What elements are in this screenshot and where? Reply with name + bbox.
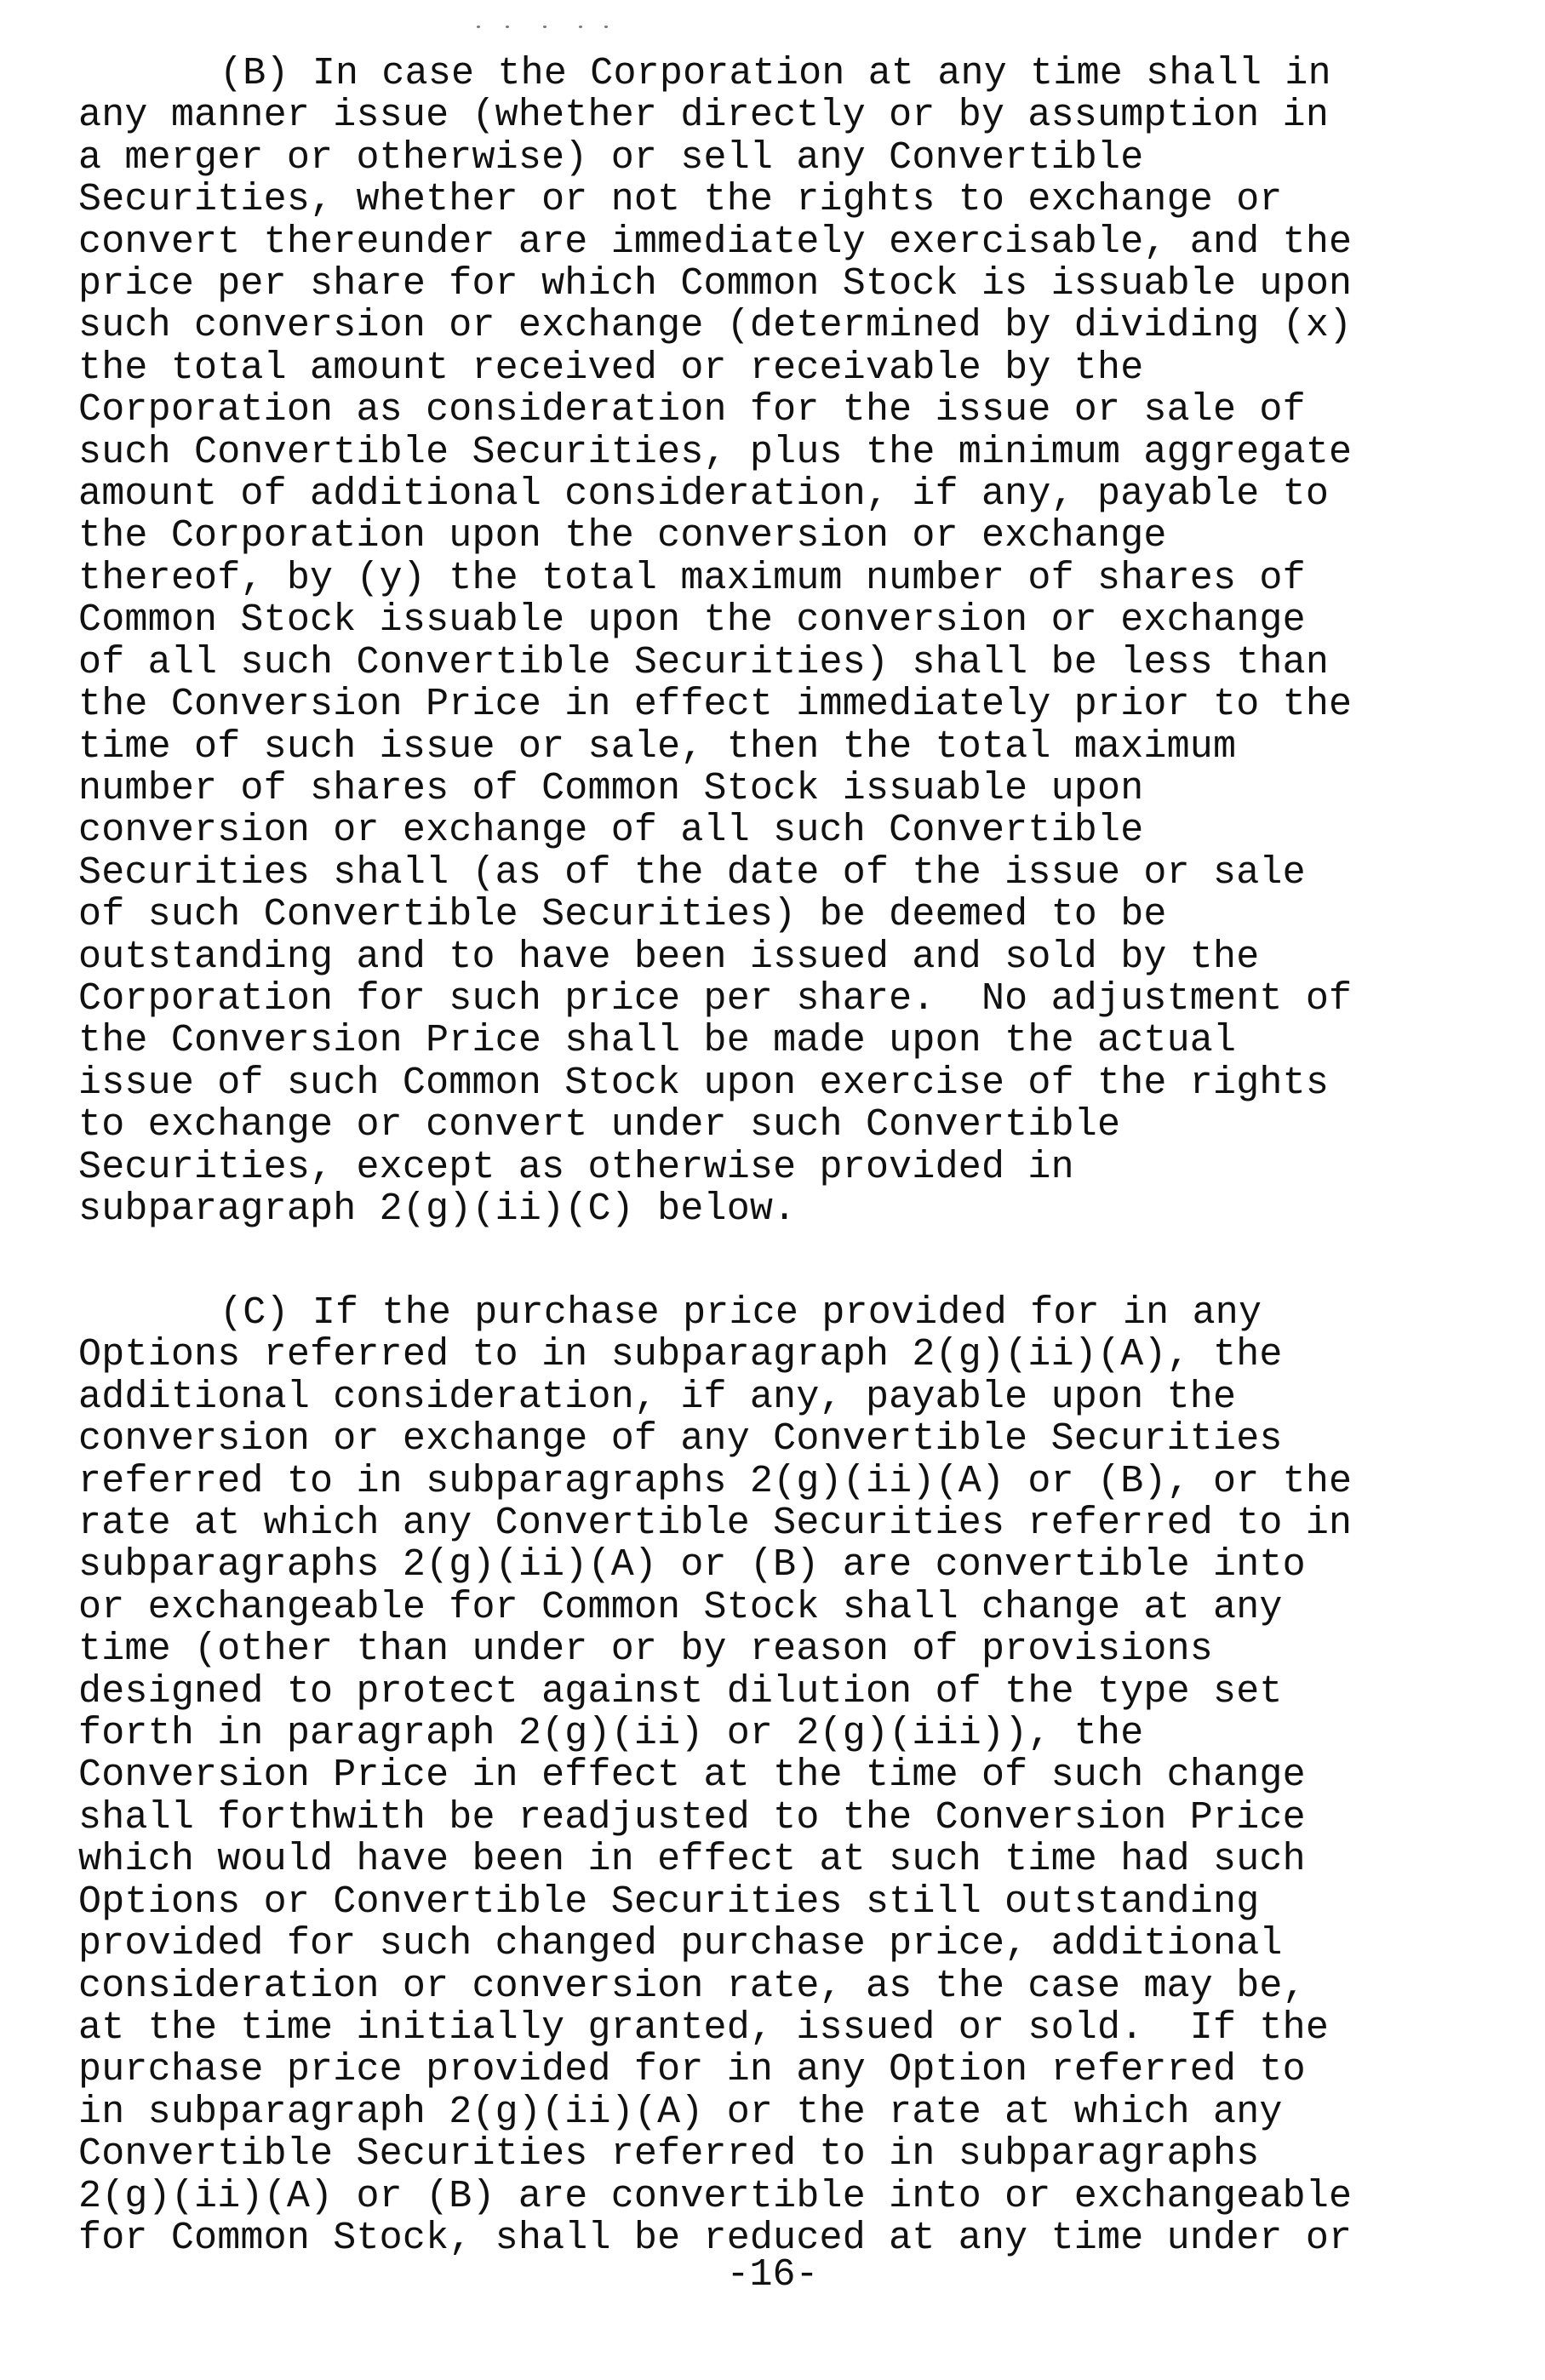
paragraph-line: any manner issue (whether directly or by assumption in [78, 94, 1330, 138]
paragraph-line: Options referred to in subparagraph 2(g)(ii)(A), the [78, 1333, 1283, 1377]
paragraph-line: Conversion Price in effect at the time of such change [78, 1754, 1306, 1798]
paragraph-line: which would have been in effect at such time had such [78, 1838, 1306, 1882]
paragraph-b [78, 53, 1525, 1230]
paragraph-line: (B) In case the Corporation at any time shall in [220, 52, 1331, 95]
paragraph-line: in subparagraph 2(g)(ii)(A) or the rate at which any [78, 2090, 1283, 2134]
paragraph-line: to exchange or convert under such Convertible [78, 1103, 1121, 1147]
paragraph-line: shall forthwith be readjusted to the Conversion Price [78, 1795, 1306, 1839]
paragraph-line: purchase price provided for in any Option referred to [78, 2048, 1306, 2092]
paragraph-line: Convertible Securities referred to in subparagraphs [78, 2132, 1260, 2177]
paragraph-line: (C) If the purchase price provided for in any [220, 1291, 1262, 1335]
paragraph-line: Securities, whether or not the rights to exchange or [78, 178, 1283, 222]
paragraph-line: Options or Convertible Securities still outstanding [78, 1879, 1260, 1924]
paragraph-line: a merger or otherwise) or sell any Convertible [78, 135, 1144, 180]
paragraph-line: subparagraphs 2(g)(ii)(A) or (B) are convertible into [78, 1543, 1306, 1588]
paragraph-line: time (other than under or by reason of provisions [78, 1628, 1214, 1672]
paragraph-line: such Convertible Securities, plus the minimum aggregate [78, 430, 1353, 474]
paragraph-line: the Conversion Price in effect immediately prior to the [78, 683, 1353, 727]
paragraph-line: rate at which any Convertible Securities referred to in [78, 1502, 1353, 1546]
paragraph-line: forth in paragraph 2(g)(ii) or 2(g)(iii)), the [78, 1712, 1144, 1756]
paragraph-line: Securities shall (as of the date of the issue or sale [78, 850, 1306, 895]
paragraph-c [78, 1292, 1525, 2259]
paragraph-line: the Corporation upon the conversion or exchange [78, 514, 1167, 558]
paragraph-line: at the time initially granted, issued or sold. If the [78, 2005, 1330, 2050]
paragraph-line: Securities, except as otherwise provided in [78, 1145, 1074, 1189]
paragraph-line: number of shares of Common Stock issuable upon [78, 766, 1144, 810]
paragraph-line: for Common Stock, shall be reduced at any time under or [78, 2216, 1353, 2260]
paragraph-line: of all such Convertible Securities) shall be less than [78, 640, 1330, 684]
paragraph-line: amount of additional consideration, if any, payable to [78, 472, 1330, 517]
paragraph-line: consideration or conversion rate, as the case may be, [78, 1964, 1306, 2008]
paragraph-line: provided for such changed purchase price, additional [78, 1922, 1283, 1966]
page-number: -16- [726, 2253, 819, 2297]
scan-artifact [477, 26, 647, 34]
paragraph-line: convert thereunder are immediately exercisable, and the [78, 220, 1353, 264]
paragraph-line: time of such issue or sale, then the total maximum [78, 724, 1237, 769]
paragraph-line: 2(g)(ii)(A) or (B) are convertible into or exchangeable [78, 2174, 1353, 2218]
paragraph-line: such conversion or exchange (determined by dividing (x) [78, 304, 1353, 348]
paragraph-line: the Conversion Price shall be made upon the actual [78, 1019, 1237, 1063]
paragraph-line: Corporation as consideration for the issue or sale of [78, 388, 1306, 432]
paragraph-line: of such Convertible Securities) be deemed to be [78, 893, 1167, 937]
paragraph-line: price per share for which Common Stock is issuable upon [78, 262, 1353, 306]
paragraph-line: issue of such Common Stock upon exercise of the rights [78, 1061, 1330, 1105]
paragraph-line: referred to in subparagraphs 2(g)(ii)(A) or (B), or the [78, 1459, 1353, 1503]
paragraph-line: outstanding and to have been issued and sold by the [78, 935, 1260, 979]
paragraph-line: Common Stock issuable upon the conversion or exchange [78, 598, 1306, 643]
paragraph-line: conversion or exchange of all such Convertible [78, 809, 1144, 853]
paragraph-line: or exchangeable for Common Stock shall change at any [78, 1585, 1283, 1629]
paragraph-line: subparagraph 2(g)(ii)(C) below. [78, 1187, 797, 1231]
paragraph-line: designed to protect against dilution of the type set [78, 1669, 1283, 1713]
paragraph-line: thereof, by (y) the total maximum number of shares of [78, 556, 1306, 600]
paragraph-line: additional consideration, if any, payable upon the [78, 1375, 1237, 1419]
paragraph-line: conversion or exchange of any Convertible Securities [78, 1417, 1283, 1462]
paragraph-line: Corporation for such price per share. No adjustment of [78, 976, 1353, 1021]
paragraph-line: the total amount received or receivable by the [78, 346, 1144, 390]
